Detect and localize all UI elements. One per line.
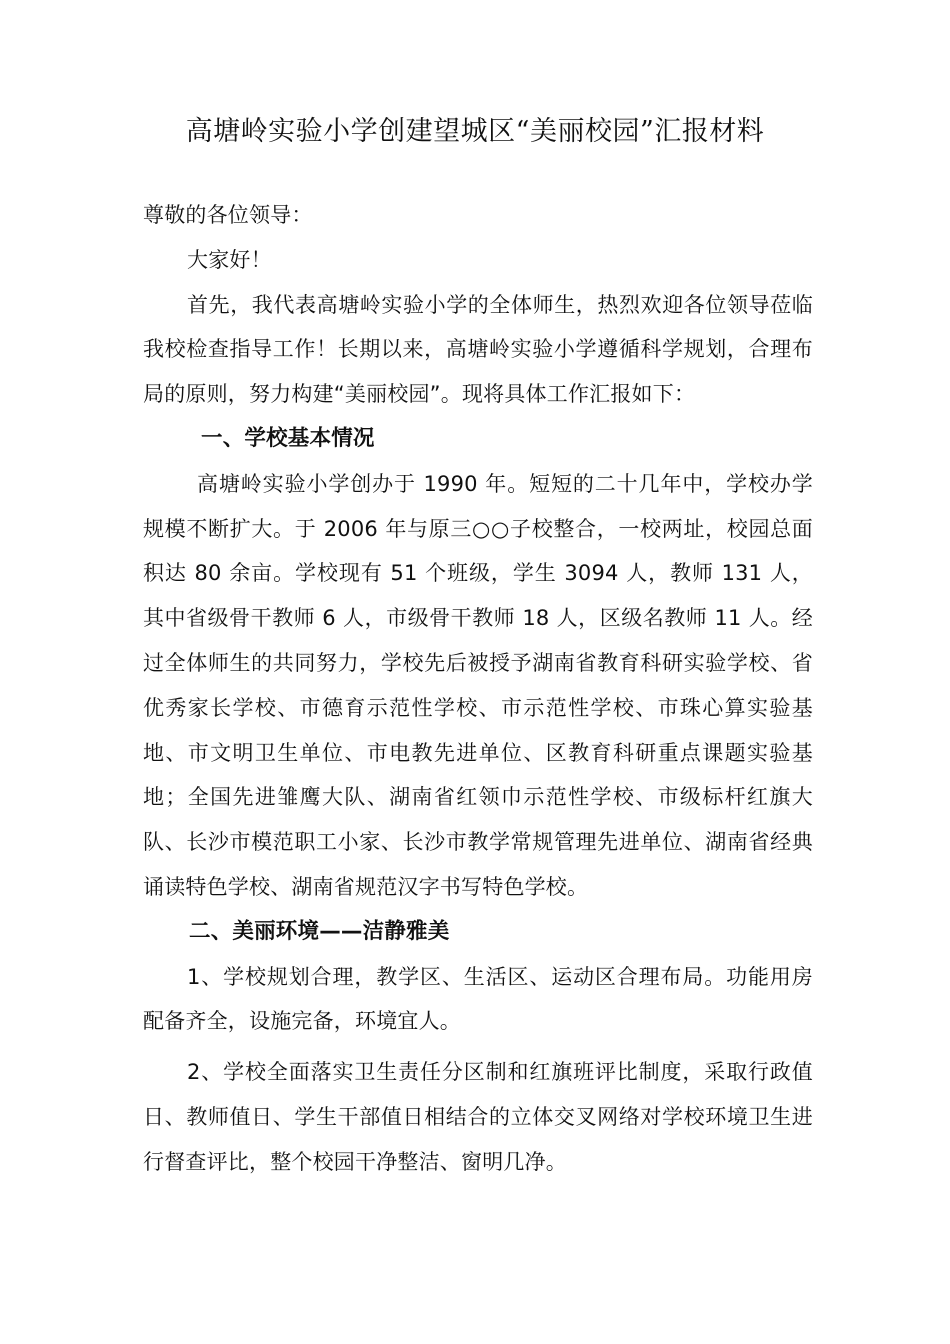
section-2-heading: 二、美丽环境——洁静雅美 xyxy=(189,918,450,944)
document-title: 高塘岭实验小学创建望城区“美丽校园”汇报材料 xyxy=(185,116,765,147)
section-1-paragraph: 高塘岭实验小学创办于 1990 年。短短的二十几年中，学校办学规模不断扩大。于 2006 年与原三○○子校整合，一校两址，校园总面积达 80 余亩。学校现有 51 个班级，学生 3094 人，教师 131 人，其中省级骨干教师 6 人，市级骨干教师 18 人，区级名教师 11 人。经过全体师生的共同努力，学校先后被授予湖南省教育科研实验学校、省优秀家长学校、市德育示范性学校、市示范性学校、市珠心算实验基地、市文明卫生单位、市电教先进单位、区教育科研重点课题实验基地；全国先进雏鹰大队、湖南省红领巾示范性学校、市级标杆红旗大队、长沙市模范职工小家、长沙市教学常规管理先进单位、湖南省经典诵读特色学校、湖南省规范汉字书写特色学校。 xyxy=(143,471,813,899)
salutation: 尊敬的各位领导： xyxy=(143,203,313,227)
greeting: 大家好！ xyxy=(187,247,272,272)
section-2-item-1: 1、学校规划合理，教学区、生活区、运动区合理布局。功能用房配备齐全，设施完备，环境宜人。 xyxy=(143,964,813,1034)
section-2-item-2: 2、学校全面落实卫生责任分区制和红旗班评比制度，采取行政值日、教师值日、学生干部值日相结合的立体交叉网络对学校环境卫生进行督查评比，整个校园干净整洁、窗明几净。 xyxy=(143,1060,813,1174)
intro-paragraph: 首先，我代表高塘岭实验小学的全体师生，热烈欢迎各位领导莅临我校检查指导工作！长期以来，高塘岭实验小学遵循科学规划，合理布局的原则，努力构建“美丽校园”。现将具体工作汇报如下： xyxy=(143,292,813,407)
document-body xyxy=(143,193,813,1185)
section-1-heading: 一、学校基本情况 xyxy=(201,425,375,451)
